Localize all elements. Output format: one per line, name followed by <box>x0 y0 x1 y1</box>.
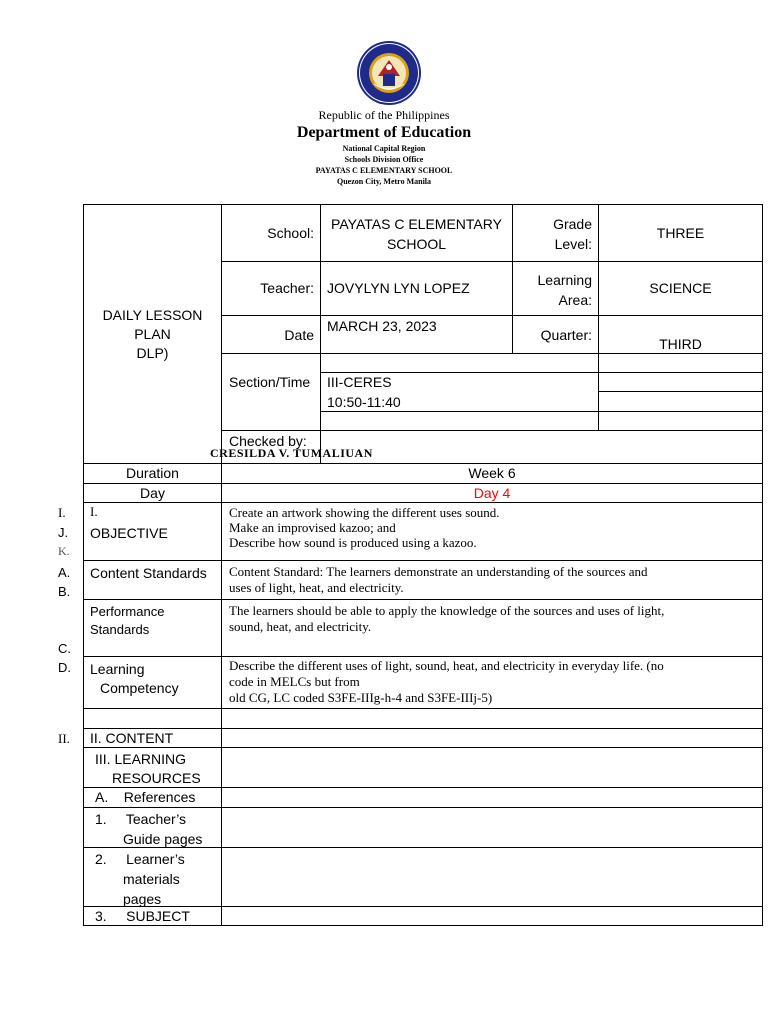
performance-standards-line: sound, heat, and electricity. <box>229 619 372 634</box>
references-label: A. References <box>95 789 196 805</box>
teacher-label: Teacher: <box>260 280 314 296</box>
content-label: II. CONTENT <box>90 730 174 746</box>
learning-resources-label-line-2: RESOURCES <box>112 770 201 786</box>
date-label: Date <box>284 327 314 343</box>
dlp-title-line-3: DLP) <box>136 345 169 361</box>
section-time-label: Section/Time <box>229 374 311 390</box>
section-value: III-CERES <box>327 374 392 390</box>
department-title: Department of Education <box>296 124 472 141</box>
quarter-value: THIRD <box>659 336 702 352</box>
duration-value: Week 6 <box>468 465 516 481</box>
performance-standards-label <box>90 603 220 639</box>
margin-letter: J. <box>58 525 69 540</box>
margin-letter: I. <box>58 505 66 520</box>
learning-area-label-line-1: Learning <box>537 272 592 288</box>
republic-line: Republic of the Philippines <box>318 108 450 122</box>
content-standards-line: uses of light, heat, and electricity. <box>229 580 404 595</box>
school-value-line-1: PAYATAS C ELEMENTARY <box>331 216 502 232</box>
dlp-title <box>84 306 221 363</box>
learning-competency-line: code in MELCs but from <box>229 674 360 689</box>
margin-letter: D. <box>58 660 71 675</box>
division-line: Schools Division Office <box>344 155 424 164</box>
teachers-guide-label <box>95 809 221 849</box>
margin-letter: A. <box>58 565 71 580</box>
margin-letter: K. <box>58 544 70 558</box>
header-sublines <box>0 143 768 187</box>
learning-area-label <box>513 270 592 310</box>
learning-area-label-line-2: Area: <box>558 292 592 308</box>
objective-text <box>229 505 759 550</box>
performance-standards-label-line-2: Standards <box>90 622 150 637</box>
margin-letter: II. <box>58 731 70 746</box>
deped-seal-logo <box>356 40 422 106</box>
learning-resources-label-line-1: III. LEARNING <box>95 751 187 767</box>
learners-materials-label-line-2: materials <box>123 871 180 887</box>
region-line: National Capital Region <box>342 144 426 153</box>
objective-number: I. <box>90 504 98 519</box>
performance-standards-line: The learners should be able to apply the knowledge of the sources and uses of light, <box>229 603 665 618</box>
quarter-label: Quarter: <box>540 327 592 343</box>
content-standards-text <box>229 564 759 596</box>
performance-standards-label-line-1: Performance <box>90 604 165 619</box>
learning-competency-line: old CG, LC coded S3FE-IIIg-h-4 and S3FE-IIIj-5) <box>229 690 493 705</box>
dlp-title-line-2: PLAN <box>134 326 171 342</box>
grade-level-value: THREE <box>656 225 705 241</box>
teacher-value: JOVYLYN LYN LOPEZ <box>327 280 470 296</box>
learning-area-value: SCIENCE <box>649 280 712 296</box>
duration-label: Duration <box>126 465 179 481</box>
checked-by-signature-name: CRESILDA V. TUMALIUAN <box>210 446 373 460</box>
grade-level-label <box>513 214 592 254</box>
performance-standards-text <box>229 603 759 635</box>
learning-competency-label-line-2: Competency <box>100 680 179 696</box>
day-label: Day <box>140 485 165 501</box>
checked-by-label: Checked by: <box>229 433 307 449</box>
content-standards-label: Content Standards <box>90 565 207 581</box>
learning-competency-label-line-1: Learning <box>90 661 145 677</box>
learning-competency-text <box>229 658 759 706</box>
content-standards-line: Content Standard: The learners demonstrate an understanding of the sources and <box>229 564 648 579</box>
margin-letter: C. <box>58 641 71 656</box>
learners-materials-label <box>95 849 221 909</box>
objective-line: Describe how sound is produced using a kazoo. <box>229 535 477 550</box>
school-value <box>321 214 512 254</box>
learners-materials-label-line-3: pages <box>123 891 162 907</box>
school-line: PAYATAS C ELEMENTARY SCHOOL <box>315 166 453 175</box>
objective-label: OBJECTIVE <box>90 525 168 541</box>
date-value: MARCH 23, 2023 <box>327 318 437 334</box>
objective-line: Make an improvised kazoo; and <box>229 520 396 535</box>
grade-level-label-line-1: Grade <box>553 216 592 232</box>
margin-letter: B. <box>58 584 71 599</box>
day-value: Day 4 <box>473 485 511 501</box>
grade-level-label-line-2: Level: <box>554 236 592 252</box>
learning-competency-label <box>90 660 220 698</box>
subject-label: 3. SUBJECT <box>95 908 190 924</box>
time-value: 10:50-11:40 <box>327 394 401 410</box>
school-value-line-2: SCHOOL <box>386 236 447 252</box>
dlp-title-line-1: DAILY LESSON <box>102 307 203 323</box>
objective-line: Create an artwork showing the different uses sound. <box>229 505 500 520</box>
learning-resources-label <box>95 750 221 788</box>
school-label: School: <box>267 225 314 241</box>
city-line: Quezon City, Metro Manila <box>336 177 432 186</box>
teachers-guide-label-line-2: Guide pages <box>123 831 203 847</box>
teachers-guide-label-line-1: 1. Teacher’s <box>95 811 187 827</box>
learners-materials-label-line-1: 2. Learner’s <box>95 851 185 867</box>
learning-competency-line: Describe the different uses of light, sound, heat, and electricity in everyday life. (no <box>229 658 664 673</box>
